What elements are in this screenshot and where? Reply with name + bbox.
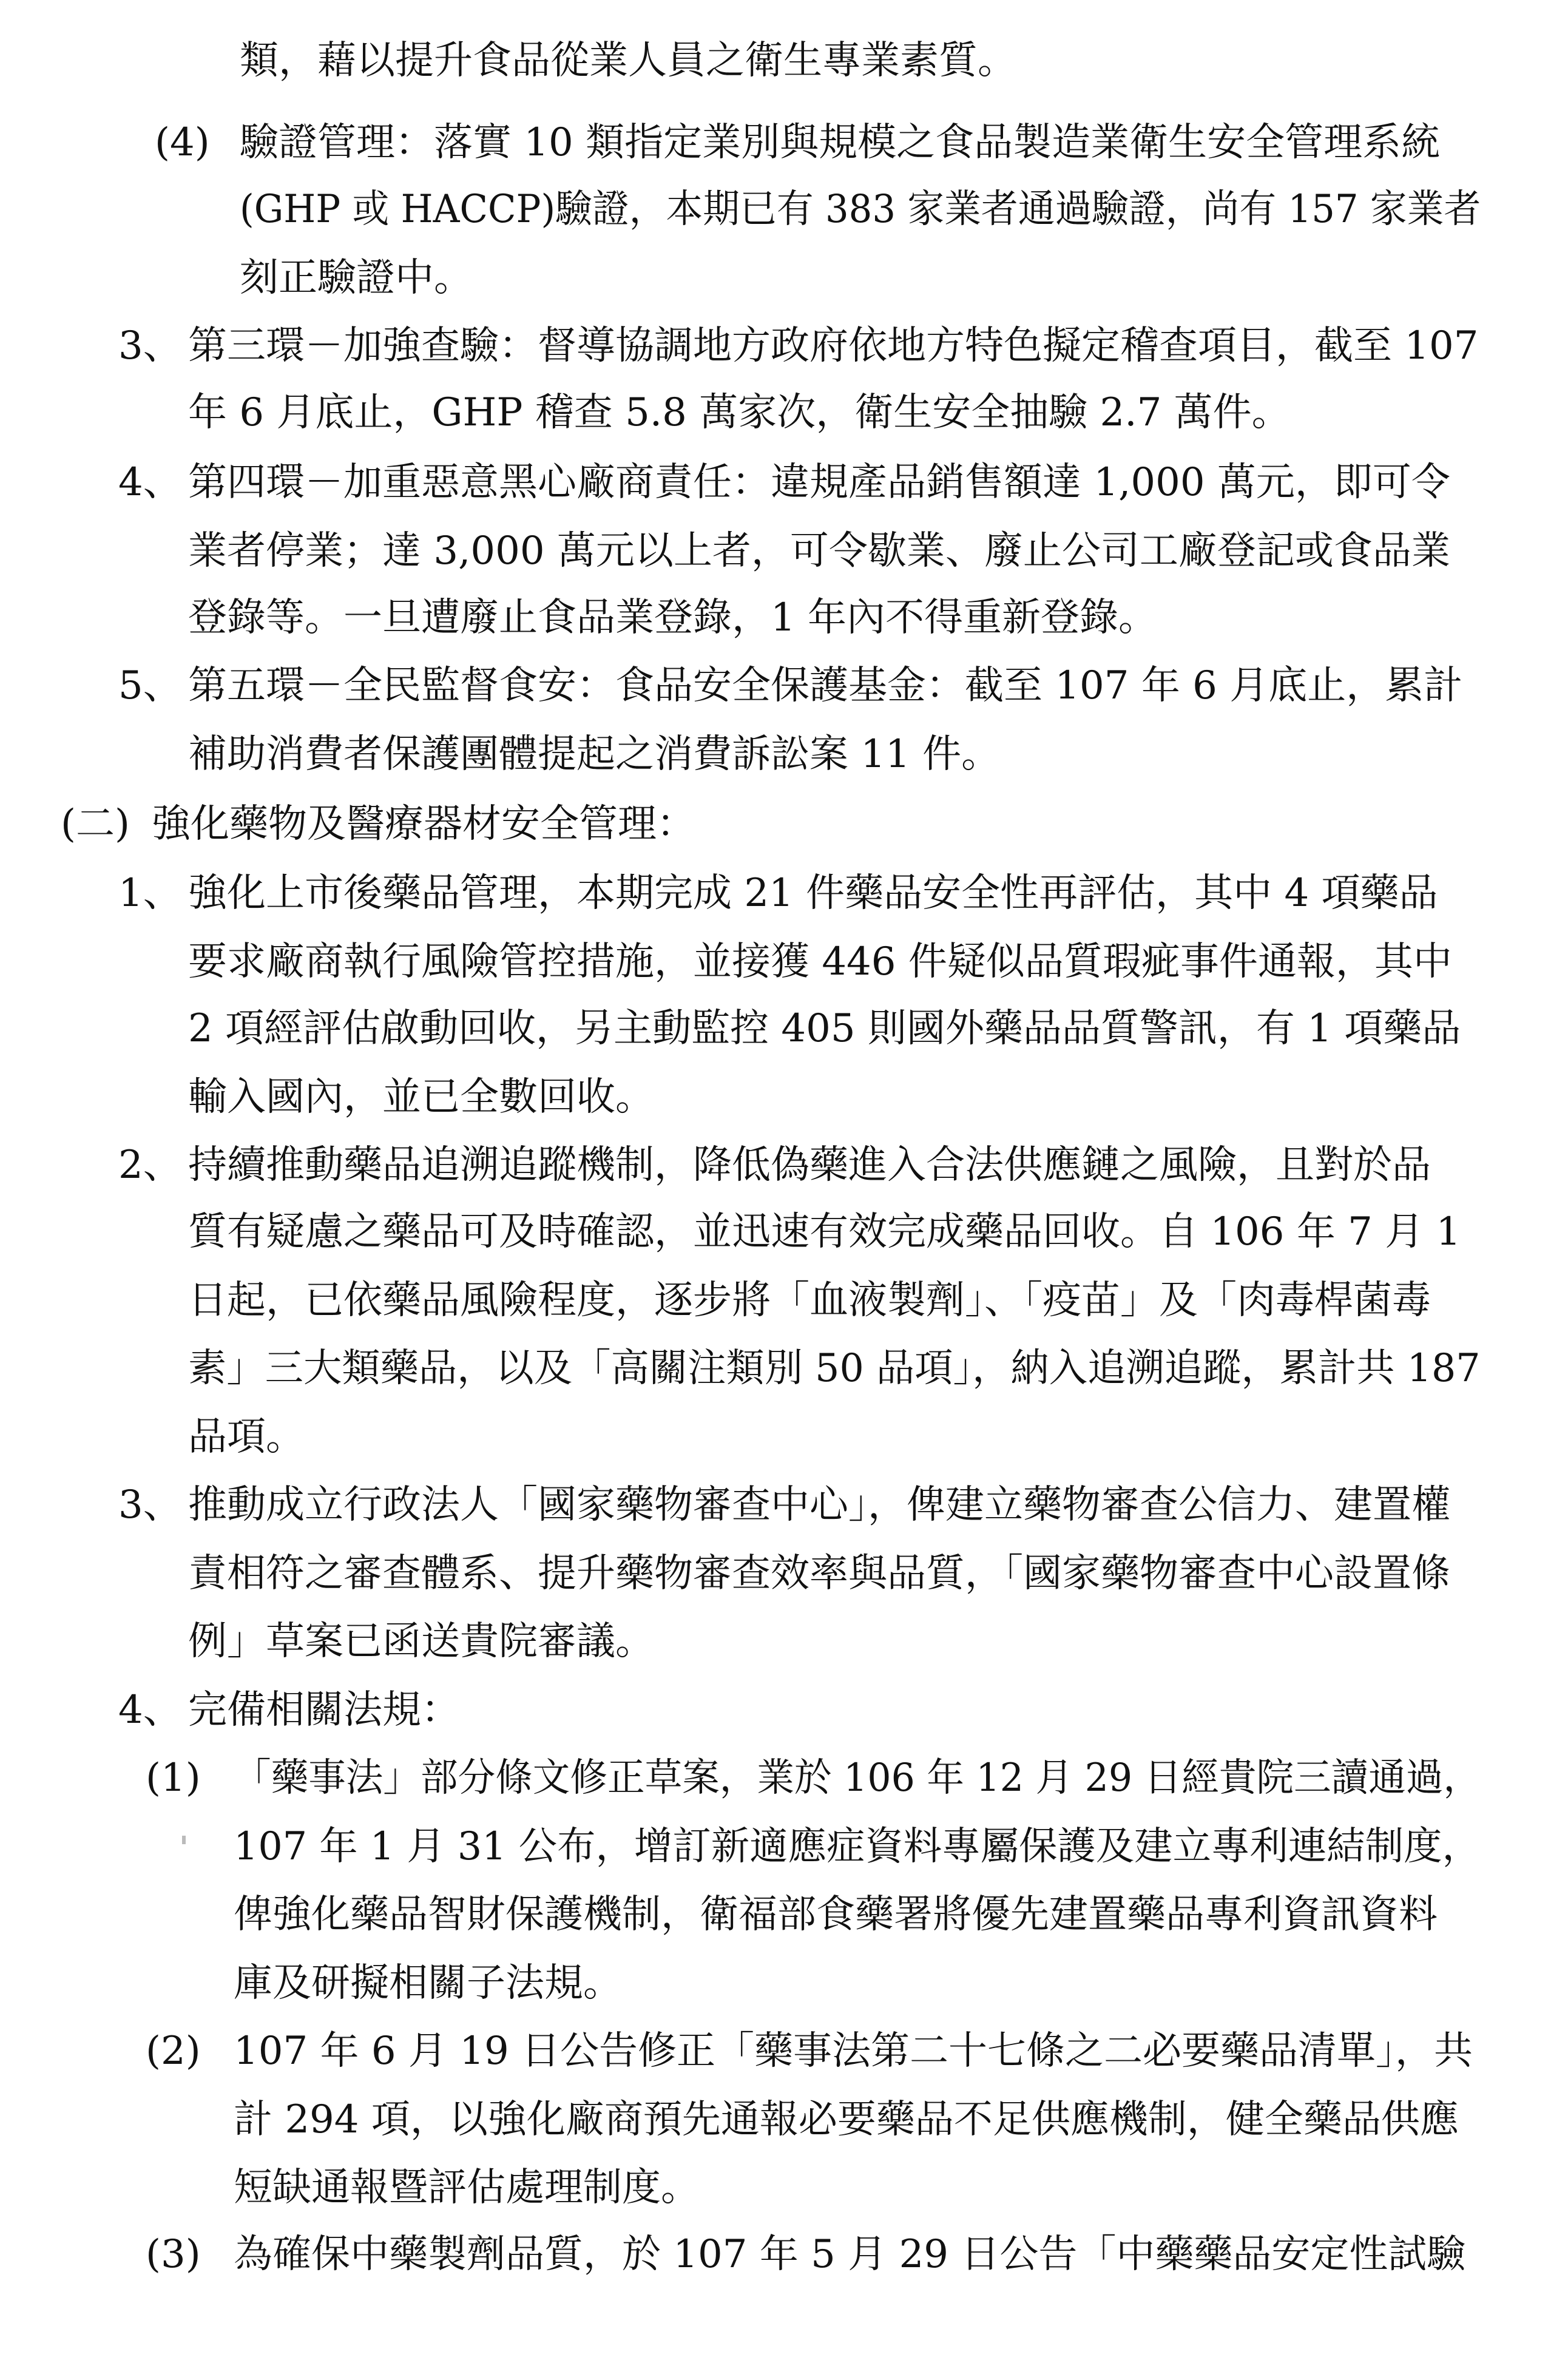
list-marker: (4) <box>155 120 210 165</box>
text-line: 品項。 <box>188 1415 305 1459</box>
list-marker: (3) <box>146 2232 201 2277</box>
list-marker: (2) <box>146 2029 201 2074</box>
text-line: 第四環－加重惡意黑心廠商責任：違規產品銷售額達 1,000 萬元，即可令 <box>188 460 1450 505</box>
text-line: 107 年 1 月 31 公布，增訂新適應症資料專屬保護及建立專利連結制度， <box>234 1824 1481 1869</box>
text-line: 刻正驗證中。 <box>240 255 473 300</box>
text-line: 補助消費者保護團體提起之消費訴訟案 11 件。 <box>188 732 1001 777</box>
text-line: 第五環－全民監督食安：食品安全保護基金：截至 107 年 6 月底止，累計 <box>188 663 1463 708</box>
text-line: 例」草案已函送貴院審議。 <box>188 1619 654 1664</box>
list-marker: 4、 <box>118 460 182 505</box>
text-line: 持續推動藥品追溯追蹤機制，降低偽藥進入合法供應鏈之風險，且對於品 <box>188 1143 1431 1188</box>
text-line: 輸入國內，並已全數回收。 <box>188 1075 654 1120</box>
text-line: 驗證管理：落實 10 類指定業別與規模之食品製造業衛生安全管理系統 <box>240 120 1441 165</box>
text-line: 短缺通報暨評估處理制度。 <box>234 2165 700 2210</box>
text-line: 責相符之審查體系、提升藥物審查效率與品質，「國家藥物審查中心設置條 <box>188 1551 1450 1596</box>
text-line: 俾強化藥品智財保護機制，衛福部食藥署將優先建置藥品專利資訊資料 <box>234 1892 1438 1937</box>
list-marker: 3、 <box>118 1483 182 1527</box>
text-line: 計 294 項，以強化廠商預先通報必要藥品不足供應機制，健全藥品供應 <box>234 2097 1459 2142</box>
text-line: 要求廠商執行風險管控措施，並接獲 446 件疑似品質瑕疵事件通報，其中 <box>188 939 1452 984</box>
text-line: 庫及研擬相關子法規。 <box>234 1961 622 2006</box>
text-line: 類，藉以提升食品從業人員之衛生專業素質。 <box>240 38 1016 83</box>
list-marker: 5、 <box>118 663 182 708</box>
list-marker: 1、 <box>118 871 182 916</box>
text-line: 素」三大類藥品，以及「高關注類別 50 品項」，納入追溯追蹤，累計共 187 <box>188 1346 1481 1391</box>
text-line: 日起，已依藥品風險程度，逐步將「血液製劑」、「疫苗」及「肉毒桿菌毒 <box>188 1278 1431 1323</box>
text-line: 107 年 6 月 19 日公告修正「藥事法第二十七條之二必要藥品清單」，共 <box>234 2029 1473 2074</box>
list-marker: 4、 <box>118 1688 182 1733</box>
list-marker: 2、 <box>118 1143 182 1188</box>
text-line: 質有疑慮之藥品可及時確認，並迅速有效完成藥品回收。自 106 年 7 月 1 <box>188 1209 1461 1254</box>
list-marker: (1) <box>146 1756 201 1800</box>
text-line: 2 項經評估啟動回收，另主動監控 405 則國外藥品品質警訊，有 1 項藥品 <box>188 1006 1461 1051</box>
list-marker: (二) <box>61 802 130 847</box>
text-line: 年 6 月底止，GHP 稽查 5.8 萬家次，衛生安全抽驗 2.7 萬件。 <box>188 390 1291 435</box>
text-line: 強化上市後藥品管理，本期完成 21 件藥品安全性再評估，其中 4 項藥品 <box>188 871 1438 916</box>
text-line: (GHP 或 HACCP)驗證，本期已有 383 家業者通過驗證，尚有 157 家業者 <box>240 187 1481 232</box>
text-line: 為確保中藥製劑品質，於 107 年 5 月 29 日公告「中藥藥品安定性試驗 <box>234 2232 1466 2277</box>
text-line: 推動成立行政法人「國家藥物審查中心」，俾建立藥物審查公信力、建置權 <box>188 1483 1450 1527</box>
text-line: 業者停業；達 3,000 萬元以上者，可令歇業、廢止公司工廠登記或食品業 <box>188 529 1450 573</box>
scan-artifact <box>182 1836 186 1844</box>
list-marker: 3、 <box>118 323 182 368</box>
text-line: 強化藥物及醫療器材安全管理： <box>152 802 695 847</box>
text-line: 登錄等。一旦遭廢止食品業登錄，1 年內不得重新登錄。 <box>188 595 1158 640</box>
text-line: 第三環－加強查驗：督導協調地方政府依地方特色擬定稽查項目，截至 107 <box>188 323 1479 368</box>
text-line: 完備相關法規： <box>188 1688 460 1733</box>
text-line: 「藥事法」部分條文修正草案，業於 106 年 12 月 29 日經貴院三讀通過， <box>234 1756 1481 1800</box>
